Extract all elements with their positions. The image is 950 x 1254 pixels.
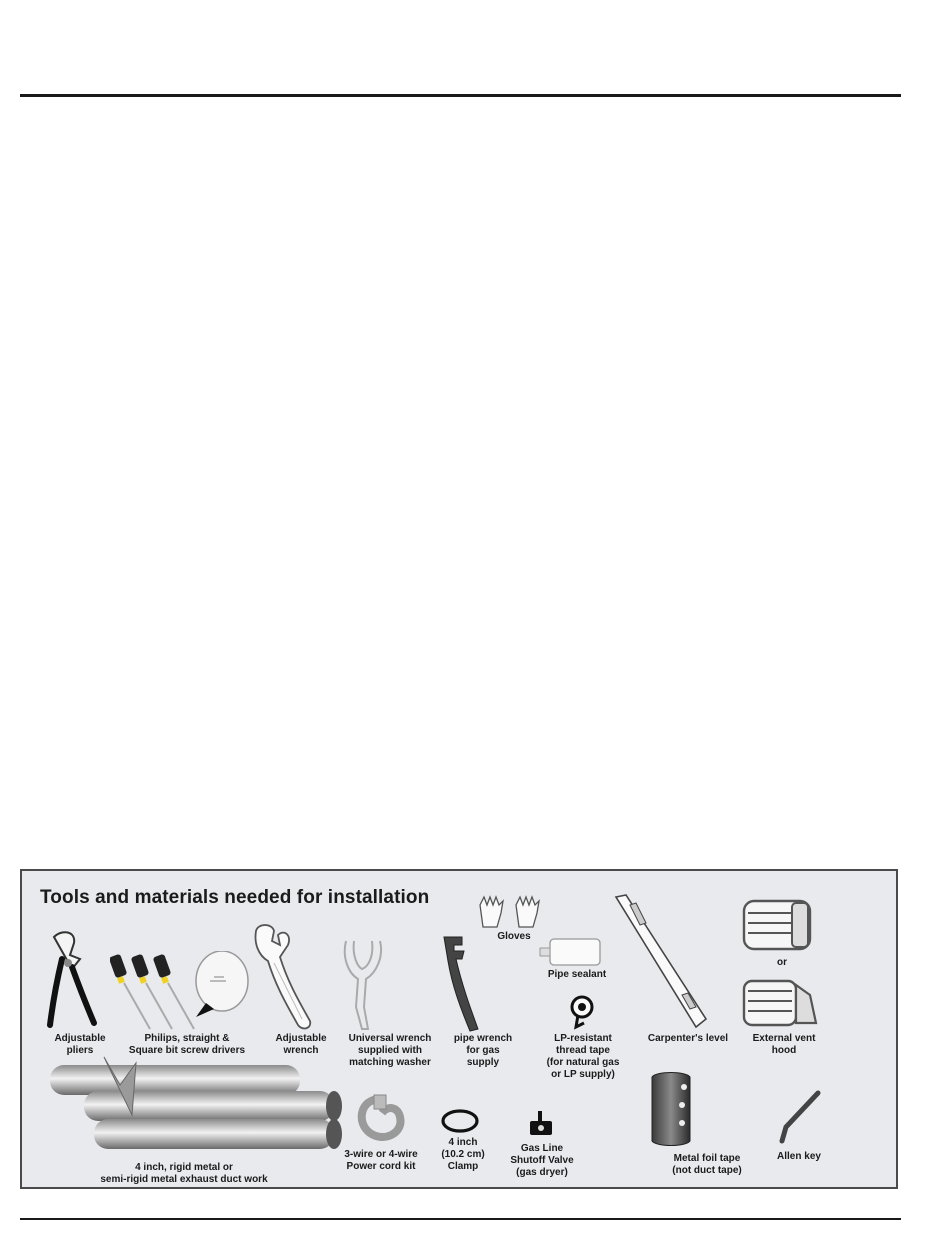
tools-figure bbox=[20, 869, 898, 1189]
clamp-icon bbox=[440, 1107, 480, 1137]
power-cord-icon bbox=[352, 1093, 408, 1143]
caption-universal-wrench: Universal wrench supplied with matching washer bbox=[348, 1033, 432, 1068]
adjustable-pliers-icon bbox=[44, 929, 99, 1029]
caption-power-cord: 3-wire or 4-wire Power cord kit bbox=[344, 1149, 418, 1172]
caption-gloves: Gloves bbox=[497, 931, 531, 942]
figure-title: Tools and materials needed for installation bbox=[40, 887, 430, 908]
caption-allen-key: Allen key bbox=[777, 1151, 821, 1162]
caption-pipe-wrench: pipe wrench for gas supply bbox=[453, 1033, 513, 1068]
thread-tape-icon bbox=[564, 995, 604, 1031]
allen-key-icon bbox=[774, 1089, 824, 1145]
caption-carpenters-level: Carpenter's level bbox=[647, 1033, 729, 1044]
gas-shutoff-valve-icon bbox=[526, 1109, 556, 1139]
caption-screwdrivers: Philips, straight & Square bit screw drivers bbox=[128, 1033, 246, 1056]
pipe-sealant-icon bbox=[536, 935, 606, 969]
caption-thread-tape: LP-resistant thread tape (for natural gas or LP supply) bbox=[546, 1033, 620, 1080]
caption-pliers: Adjustable pliers bbox=[54, 1033, 106, 1056]
caption-clamp: 4 inch (10.2 cm) Clamp bbox=[441, 1137, 485, 1172]
universal-wrench-icon bbox=[340, 937, 390, 1033]
caption-shutoff-valve: Gas Line Shutoff Valve (gas dryer) bbox=[510, 1143, 574, 1178]
caption-or: or bbox=[777, 957, 787, 968]
exhaust-duct-icon bbox=[44, 1055, 344, 1159]
caption-adjustable-wrench: Adjustable wrench bbox=[275, 1033, 327, 1056]
metal-foil-tape-icon bbox=[646, 1071, 696, 1147]
gloves-icon bbox=[474, 895, 554, 931]
carpenters-level-icon bbox=[612, 893, 712, 1033]
bottom-rule bbox=[20, 1218, 901, 1220]
caption-pipe-sealant: Pipe sealant bbox=[547, 969, 607, 980]
caption-foil-tape: Metal foil tape (not duct tape) bbox=[672, 1153, 742, 1176]
caption-vent-hood: External vent hood bbox=[752, 1033, 816, 1056]
pipe-wrench-icon bbox=[440, 935, 490, 1033]
adjustable-wrench-icon bbox=[250, 923, 320, 1033]
top-rule bbox=[20, 94, 901, 97]
caption-exhaust-duct: 4 inch, rigid metal or semi-rigid metal exhaust duct work bbox=[100, 1162, 268, 1185]
screwdrivers-icon bbox=[110, 951, 250, 1033]
